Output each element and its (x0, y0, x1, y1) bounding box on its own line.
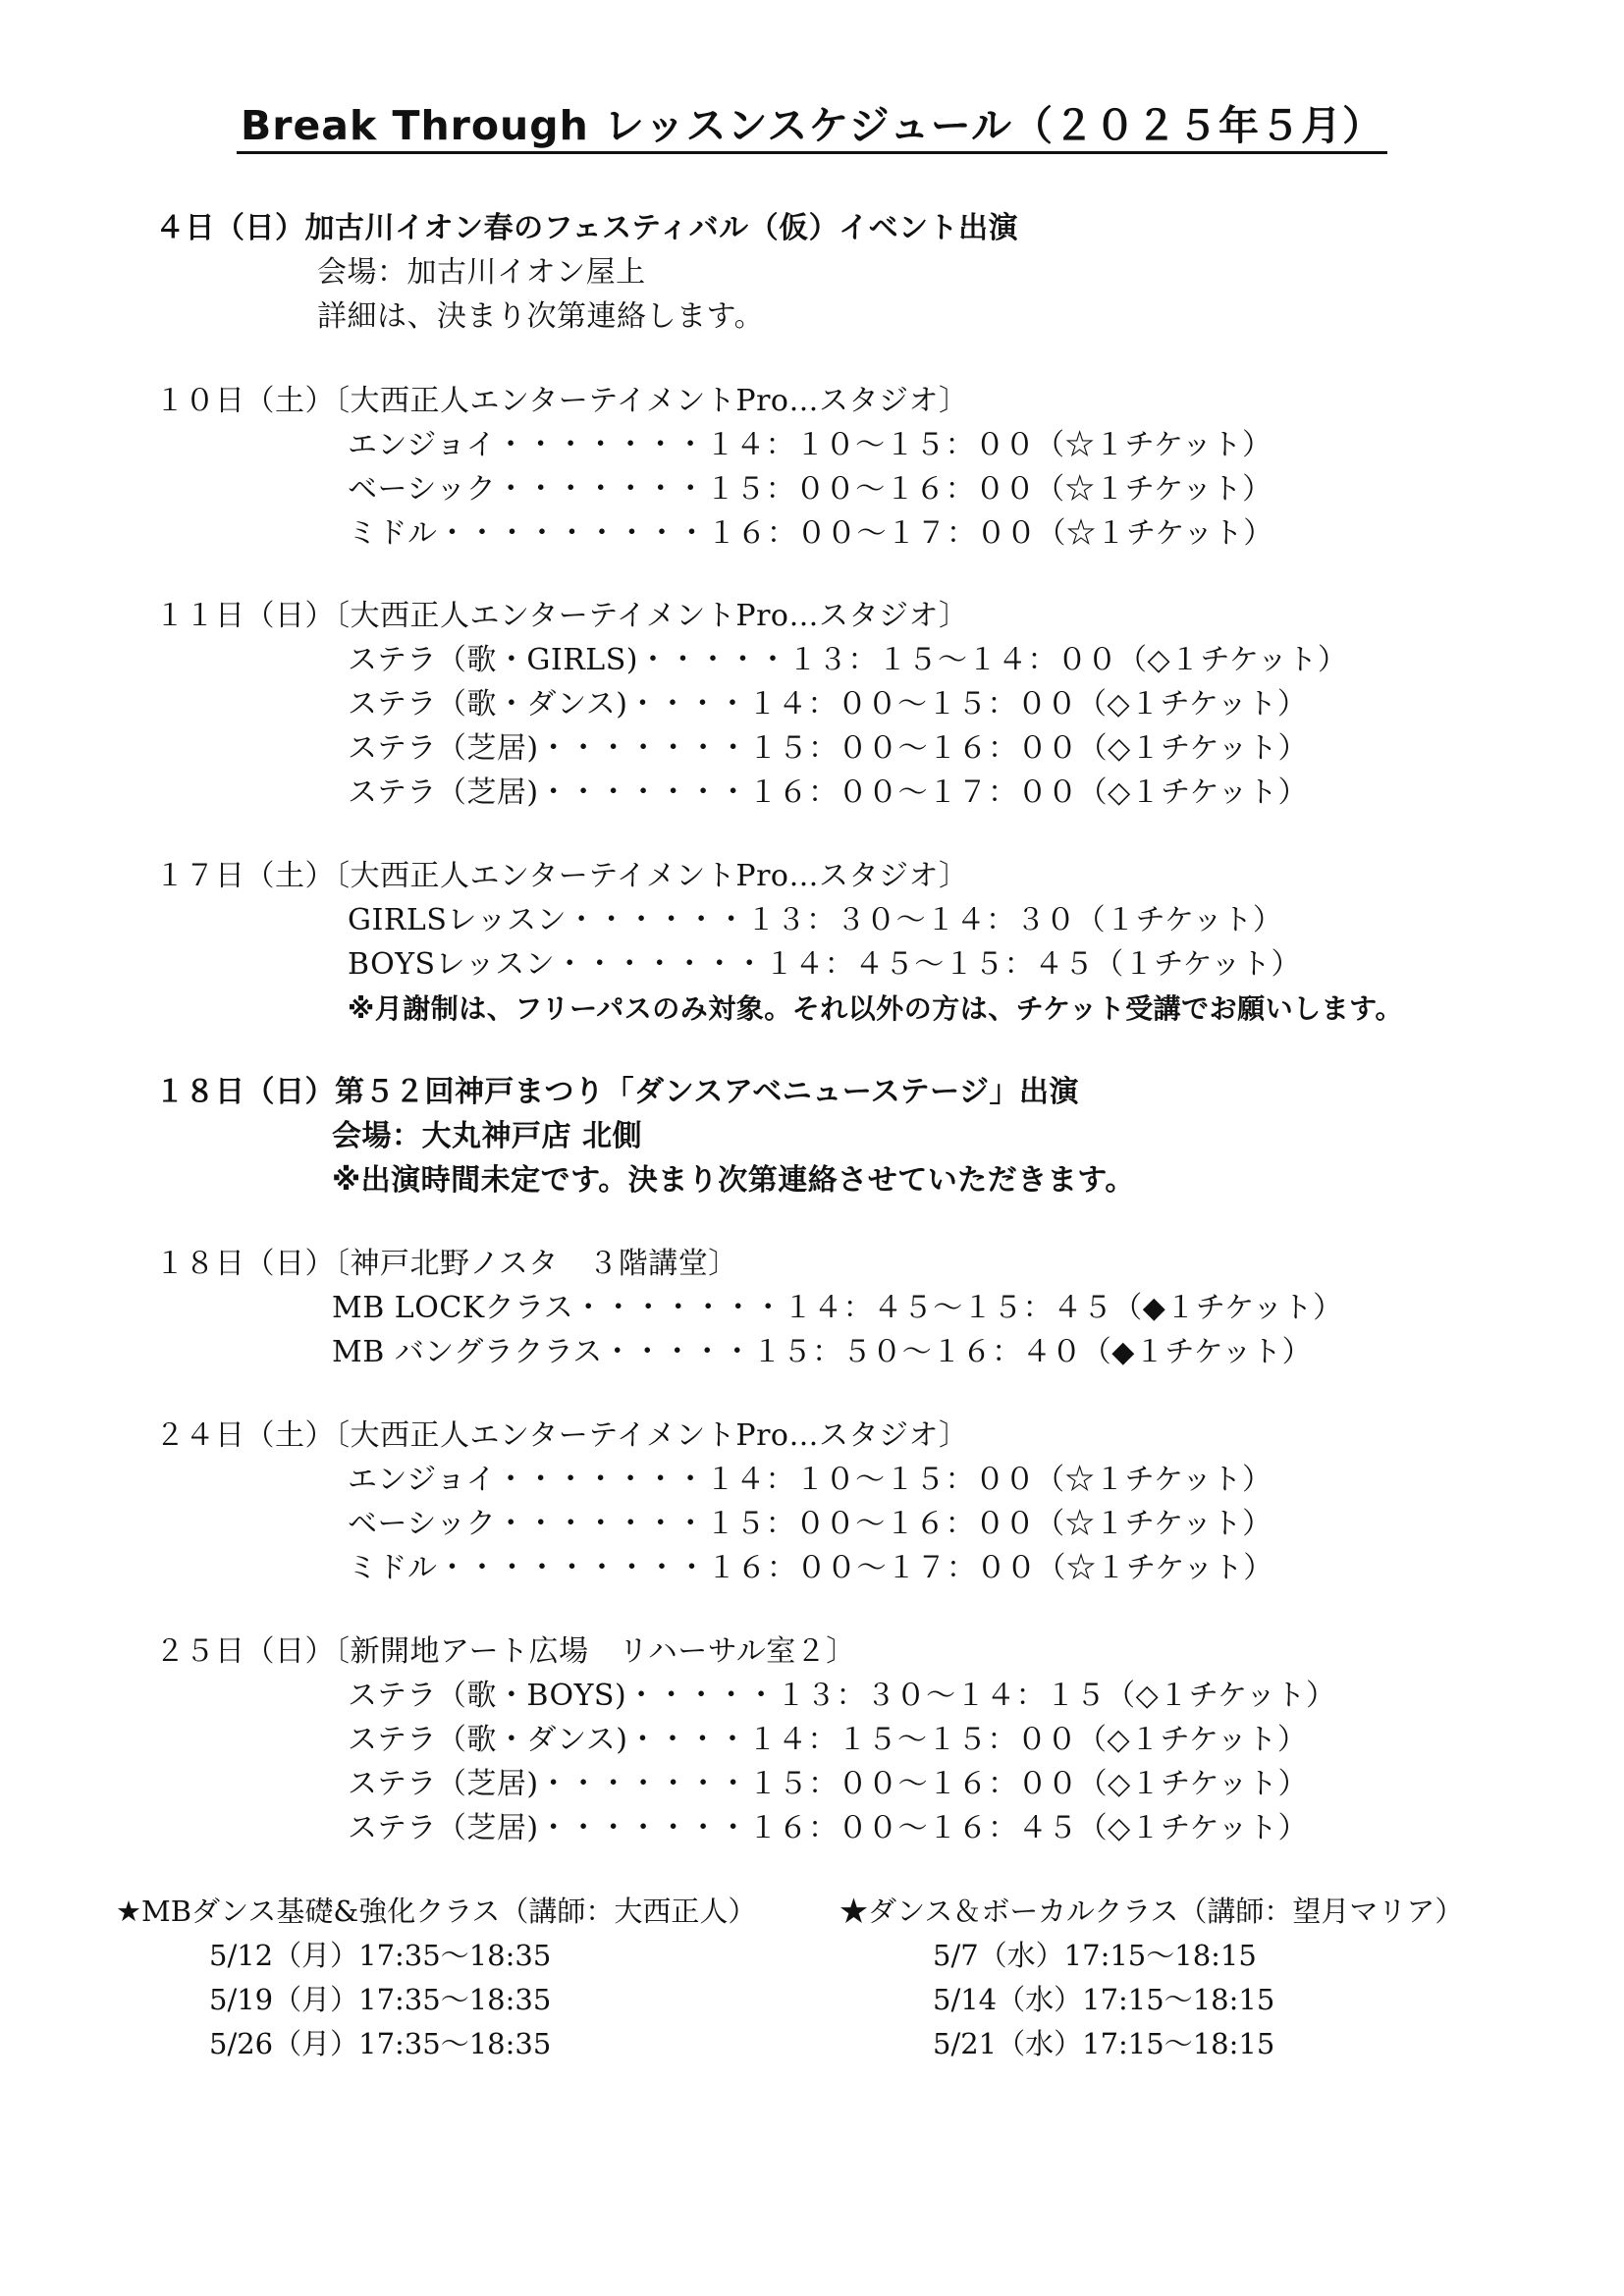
section-heading: １０日（土）〔大西正人エンターテイメントPro…スタジオ〕 (155, 384, 969, 418)
section-heading: ２５日（日）〔新開地アート広場 リハーサル室２〕 (155, 1634, 856, 1669)
schedule-line: GIRLSレッスン・・・・・・１３：３０～１４：３０（１チケット） (348, 903, 1283, 937)
section-may25 (0, 1629, 1624, 1850)
schedule-line: ベーシック・・・・・・・１５：００～１６：００（☆１チケット） (348, 472, 1272, 507)
section-heading: １８日（日）〔神戸北野ノスタ ３階講堂〕 (155, 1247, 738, 1281)
section-heading: ４日（日）加古川イオン春のフェスティバル（仮）イベント出演 (155, 211, 1019, 245)
fee-note: ※月謝制は、フリーパスのみ対象。それ以外の方は、チケット受講でお願いします。 (348, 992, 1403, 1025)
section-heading: １７日（土）〔大西正人エンターテイメントPro…スタジオ〕 (155, 859, 969, 893)
mb-basic-class-block (116, 1890, 901, 2066)
schedule-line: ミドル・・・・・・・・・１６：００～１７：００（☆１チケット） (348, 516, 1273, 551)
schedule-line: BOYSレッスン・・・・・・・１４：４５～１５：４５（１チケット） (348, 947, 1302, 982)
section-heading: １８日（日）第５２回神戸まつり「ダンスアベニューステージ」出演 (155, 1075, 1079, 1109)
section-may17 (0, 854, 1624, 1031)
section-line: 詳細は、決まり次第連絡します。 (317, 299, 765, 334)
section-line: 会場：加古川イオン屋上 (317, 255, 646, 290)
schedule-line: エンジョイ・・・・・・・１４：１０～１５：００（☆１チケット） (348, 428, 1272, 462)
class-date: 5/19（月）17:35～18:35 (209, 1983, 552, 2016)
schedule-line: ステラ（芝居)・・・・・・・１５：００～１６：００（◇１チケット） (348, 731, 1308, 766)
page-title (0, 93, 1624, 151)
section-event-aeon (0, 206, 1624, 339)
schedule-line: ステラ（芝居)・・・・・・・１５：００～１６：００（◇１チケット） (348, 1767, 1308, 1801)
section-heading: ２４日（土）〔大西正人エンターテイメントPro…スタジオ〕 (155, 1418, 969, 1453)
section-line: ※出演時間未定です。決まり次第連絡させていただきます。 (332, 1163, 1135, 1198)
schedule-line: ミドル・・・・・・・・・１６：００～１７：００（☆１チケット） (348, 1551, 1273, 1585)
section-line: 会場：大丸神戸店 北側 (332, 1119, 642, 1153)
dance-vocal-class-block (839, 1890, 1624, 2066)
schedule-line: ステラ（歌・ダンス)・・・・１４：００～１５：００（◇１チケット） (348, 687, 1308, 721)
schedule-line: MB LOCKクラス・・・・・・・１４：４５～１５：４５（◆１チケット） (332, 1291, 1343, 1325)
class-date: 5/14（水）17:15～18:15 (933, 1983, 1275, 2016)
class-date: 5/7（水）17:15～18:15 (933, 1939, 1257, 1972)
class-heading: ★MBダンス基礎&強化クラス（講師：大西正人） (116, 1895, 757, 1928)
class-date: 5/21（水）17:15～18:15 (933, 2027, 1275, 2060)
schedule-line: ステラ（歌・GIRLS)・・・・・１３：１５～１４：００（◇１チケット） (348, 643, 1348, 677)
section-may10 (0, 379, 1624, 556)
schedule-line: ステラ（芝居)・・・・・・・１６：００～１７：００（◇１チケット） (348, 775, 1308, 810)
section-may24 (0, 1414, 1624, 1590)
title-text: Break Through レッスンスケジュール（２０２５年５月） (237, 102, 1387, 154)
section-heading: １１日（日）〔大西正人エンターテイメントPro…スタジオ〕 (155, 599, 969, 633)
class-date: 5/12（月）17:35～18:35 (209, 1939, 552, 1972)
class-heading: ★ダンス＆ボーカルクラス（講師：望月マリア） (839, 1895, 1464, 1928)
schedule-line: MB バングラクラス・・・・・１５：５０～１６：４０（◆１チケット） (332, 1335, 1313, 1369)
class-date: 5/26（月）17:35～18:35 (209, 2027, 552, 2060)
schedule-line: ステラ（歌・BOYS)・・・・・１３：３０～１４：１５（◇１チケット） (348, 1679, 1336, 1713)
section-kobe-festival (0, 1070, 1624, 1202)
schedule-line: ステラ（歌・ダンス)・・・・１４：１５～１５：００（◇１チケット） (348, 1723, 1308, 1757)
schedule-line: ステラ（芝居)・・・・・・・１６：００～１６：４５（◇１チケット） (348, 1811, 1308, 1845)
schedule-line: エンジョイ・・・・・・・１４：１０～１５：００（☆１チケット） (348, 1463, 1272, 1497)
section-may11 (0, 594, 1624, 815)
schedule-line: ベーシック・・・・・・・１５：００～１６：００（☆１チケット） (348, 1507, 1272, 1541)
section-may18-nosta (0, 1242, 1624, 1374)
